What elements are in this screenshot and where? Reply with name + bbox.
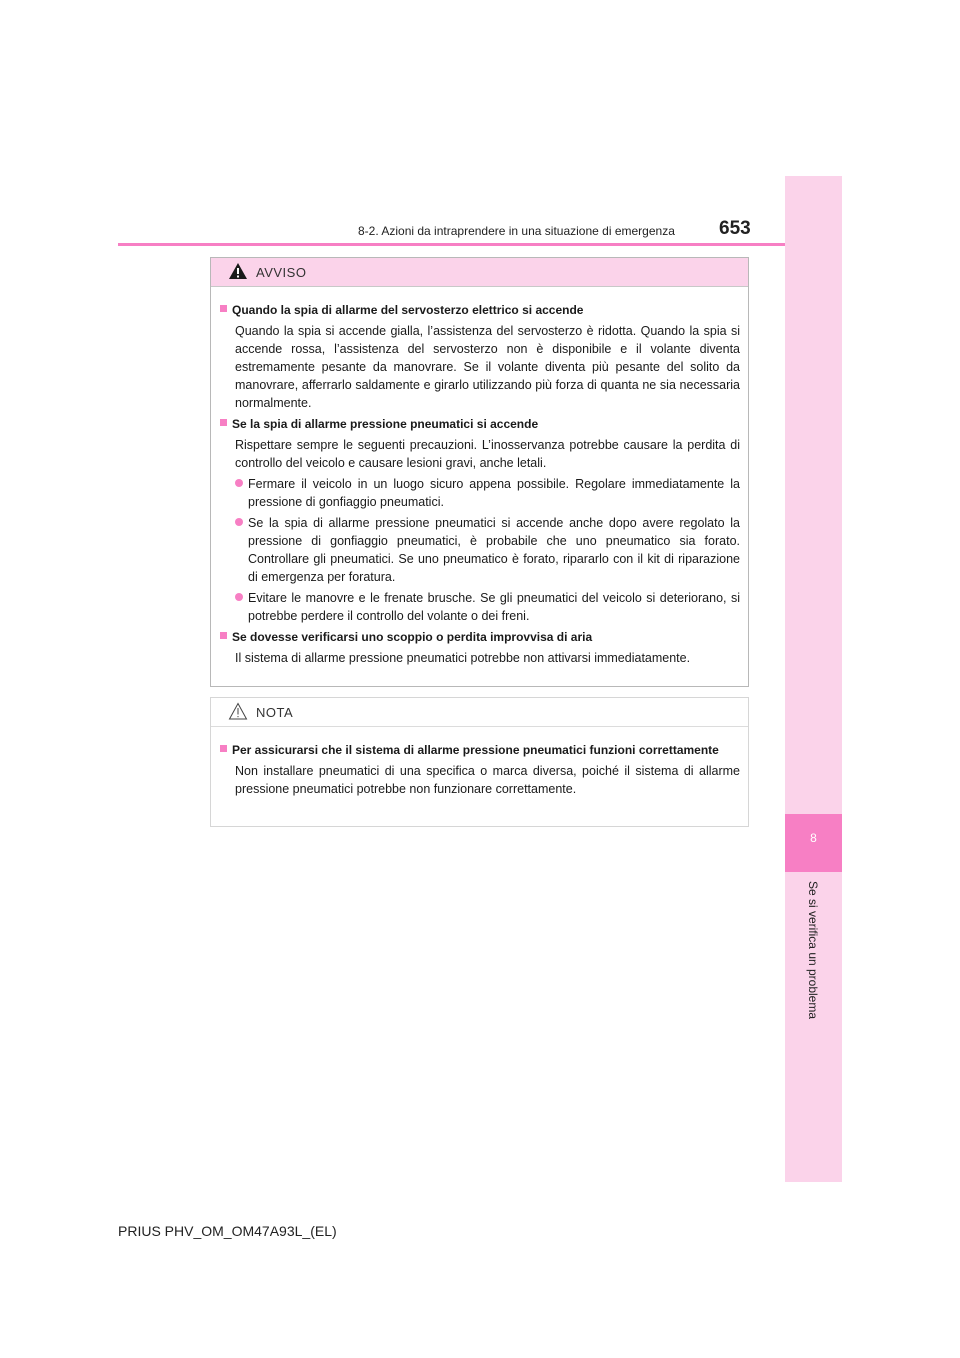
square-bullet-icon — [220, 305, 227, 312]
notice-box — [210, 697, 749, 827]
section-title: 8-2. Azioni da intraprendere in una situazione di emergenza — [358, 224, 675, 238]
square-bullet-icon — [220, 632, 227, 639]
round-bullet-icon — [235, 518, 243, 526]
notice-label: NOTA — [256, 705, 294, 720]
document-code: PRIUS PHV_OM_OM47A93L_(EL) — [118, 1223, 337, 1239]
warning-label: AVVISO — [256, 265, 307, 280]
notice-heading: Per assicurarsi che il sistema di allarme pressione pneumatici funzioni correttamente — [219, 741, 740, 759]
notice-paragraph: Non installare pneumatici di una specifica o marca diversa, poiché il sistema di allarme pressione pneumatici potrebbe non funzionare correttamente. — [235, 764, 740, 796]
notice-box-body — [211, 727, 748, 798]
warning-paragraph: Quando la spia si accende gialla, l’assistenza del servosterzo è ridotta. Quando la spia si accende rossa, l’assistenza del servosterzo non è disponibile e il volante diventa estremamente pesante da manovrare. Se il volante diventa più pesante del solito da manovrare, afferrarlo saldamente e girarlo utilizzando più forza di quanta ne sia necessaria normalmente. — [235, 324, 740, 410]
list-item: Fermare il veicolo in un luogo sicuro appena possibile. Regolare immediatamente la pressione di gonfiaggio pneumatici. — [235, 475, 740, 511]
chapter-number: 8 — [810, 831, 817, 845]
list-item: Se la spia di allarme pressione pneumatici si accende anche dopo avere regolato la pressione di gonfiaggio pneumatici, è probabile che uno pneumatico sia forato. Controllare gli pneumatici. Se uno pneumatico è forato, ripararlo con il kit di riparazione di emergenza per foratura. — [235, 514, 740, 586]
round-bullet-icon — [235, 479, 243, 487]
round-bullet-icon — [235, 593, 243, 601]
square-bullet-icon — [220, 745, 227, 752]
warning-paragraph: Rispettare sempre le seguenti precauzioni. L’inosservanza potrebbe causare la perdita di controllo del veicolo e causare lesioni gravi, anche letali. — [235, 438, 740, 470]
warning-box-header — [211, 258, 748, 287]
list-item: Evitare le manovre e le frenate brusche. Se gli pneumatici del veicolo si deteriorano, si potrebbe perdere il controllo del volante o dei freni. — [235, 589, 740, 625]
warning-heading: Quando la spia di allarme del servosterzo elettrico si accende — [219, 301, 740, 319]
warning-heading: Se la spia di allarme pressione pneumatici si accende — [219, 415, 740, 433]
warning-paragraph: Il sistema di allarme pressione pneumatici potrebbe non attivarsi immediatamente. — [235, 651, 691, 665]
chapter-title: Se si verifica un problema — [806, 880, 820, 1020]
warning-box-body — [211, 287, 748, 667]
warning-triangle-icon — [228, 262, 248, 280]
warning-heading: Se dovesse verificarsi uno scoppio o perdita improvvisa di aria — [219, 628, 740, 646]
warning-box — [210, 257, 749, 687]
side-tab-strip — [785, 176, 842, 1182]
page-number: 653 — [719, 218, 751, 239]
notice-box-header — [211, 698, 748, 727]
caution-outline-icon — [228, 702, 248, 720]
header-rule — [118, 243, 785, 246]
square-bullet-icon — [220, 419, 227, 426]
